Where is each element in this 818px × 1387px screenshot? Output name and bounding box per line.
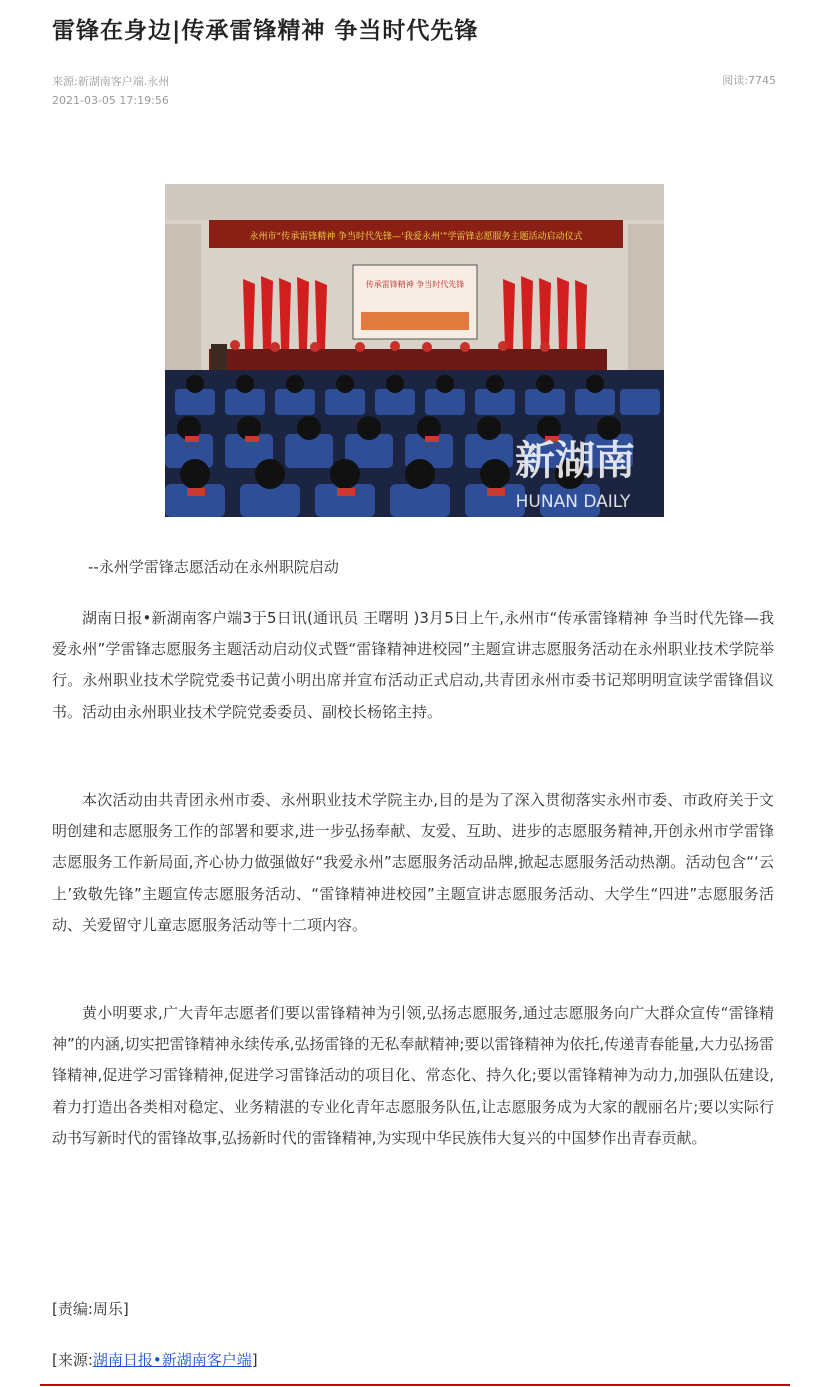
read-count (722, 72, 776, 88)
source-footer (52, 1349, 258, 1370)
source-prefix: [来源: (52, 1351, 93, 1369)
source-link[interactable]: 湖南日报•新湖南客户端 (92, 1351, 252, 1369)
footer-divider (40, 1384, 790, 1386)
photo-banner: 永州市“传承雷锋精神 争当时代先锋—‘我爱永州’”学雷锋志愿服务主题活动启动仪式 (249, 232, 583, 242)
read-count-value: 7745 (748, 74, 776, 87)
watermark-en: HUNAN DAILY (515, 492, 631, 512)
paragraph-2: 本次活动由共青团永州市委、永州职业技术学院主办,目的是为了深入贯彻落实永州市委、市政府关于文明创建和志愿服务工作的部署和要求,进一步弘扬奉献、友爱、互助、进步的志愿服务精神,开创永州市学雷锋志愿服务工作新局面,齐心协力做强做好“我爱永州”志愿服务活动品牌,掀起志愿服务活动热潮。活动包含“‘云上’致敬先锋”主题宣传志愿服务活动、“雷锋精神进校园”主题宣讲志愿服务活动、大学生“四进”志愿服务活动、关爱留守儿童志愿服务活动等十二项内容。 (52, 791, 774, 934)
publish-datetime: 2021-03-05 17:19:56 (52, 94, 169, 107)
read-count-label: 阅读: (722, 74, 748, 87)
editor-line: [责编:周乐] (52, 1300, 129, 1318)
article-title: 雷锋在身边|传承雷锋精神 争当时代先锋 (52, 18, 479, 44)
paragraph-1: 湖南日报•新湖南客户端3于5日讯(通讯员 王曙明 )3月5日上午,永州市“传承雷锋精神 争当时代先锋—我爱永州”学雷锋志愿服务主题活动启动仪式暨“雷锋精神进校园”主题宣讲志愿服务活动在永州职业技术学院举行。永州职业技术学院党委书记黄小明出席并宣布活动正式启动,共青团永州市委书记郑明明宣读学雷锋倡议书。活动由永州职业技术学院党委委员、副校长杨铭主持。 (52, 609, 774, 721)
watermark-cn: 新湖南 (515, 437, 635, 484)
article-photo (165, 184, 664, 517)
article-subtitle: --永州学雷锋志愿活动在永州职院启动 (88, 558, 339, 576)
article-meta (52, 72, 169, 110)
paragraph-3: 黄小明要求,广大青年志愿者们要以雷锋精神为引领,弘扬志愿服务,通过志愿服务向广大群众宣传“雷锋精神”的内涵,切实把雷锋精神永续传承,弘扬雷锋的无私奉献精神;要以雷锋精神为依托,传递青春能量,大力弘扬雷锋精神,促进学习雷锋精神,促进学习雷锋活动的项目化、常态化、持久化;要以雷锋精神为动力,加强队伍建设,着力打造出各类相对稳定、业务精湛的专业化青年志愿服务队伍,让志愿服务成为大家的靓丽名片;要以实际行动书写新时代的雷锋故事,弘扬新时代的雷锋精神,为实现中华民族伟大复兴的中国梦作出青春贡献。 (52, 1004, 774, 1147)
photo-screen-title: 传承雷锋精神 争当时代先锋 (365, 280, 465, 289)
source-line: 来源:新湖南客户端.永州 (52, 75, 170, 88)
source-suffix: ] (251, 1351, 258, 1369)
